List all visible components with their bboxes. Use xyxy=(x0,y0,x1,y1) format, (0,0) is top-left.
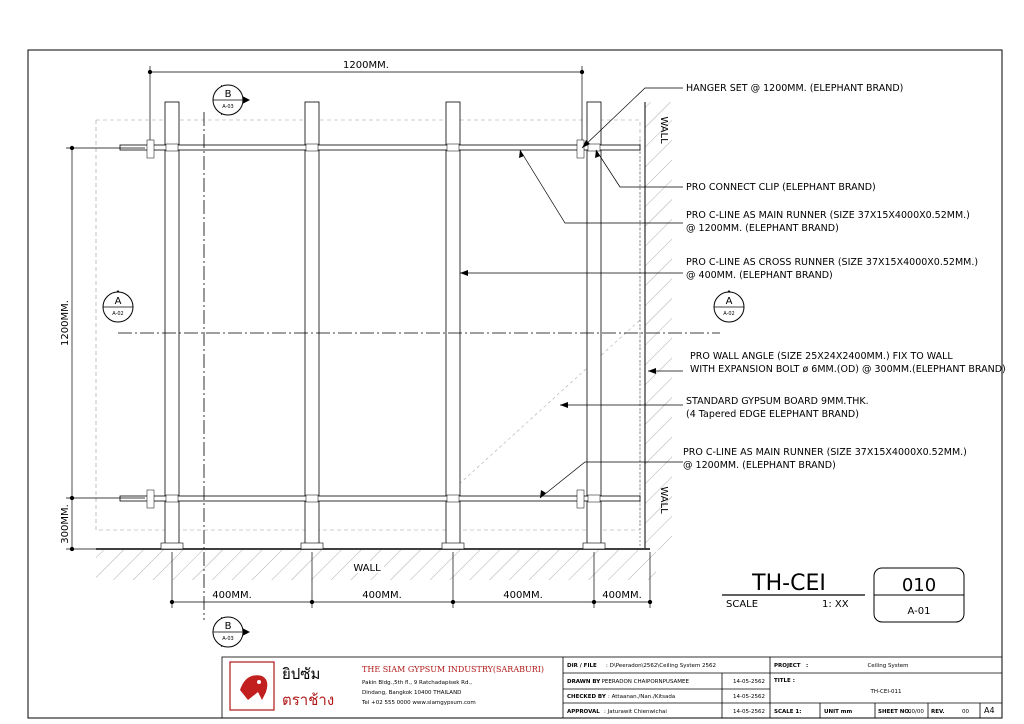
callout-main-runner-2b: @ 1200MM. (ELEPHANT BRAND) xyxy=(683,460,836,471)
drawing-number: 010 xyxy=(901,575,937,596)
section-mark-a-left xyxy=(103,290,133,322)
dim-bottom-label-4: 400MM. xyxy=(602,590,642,601)
sheet-value: 00/00 xyxy=(908,709,924,715)
mark-letter: B xyxy=(224,89,232,100)
dim-bottom-label-2: 400MM. xyxy=(362,590,402,601)
callout-wall-angle-b: WITH EXPANSION BOLT ø 6MM.(OD) @ 300MM.(ELEPHANT BRAND) xyxy=(690,364,1006,375)
mark-letter: A xyxy=(725,296,733,307)
dim-top-label: 1200MM. xyxy=(343,60,389,71)
callout-wall-angle: PRO WALL ANGLE (SIZE 25X24X2400MM.) FIX TO WALL xyxy=(690,351,953,362)
callout-hanger: HANGER SET @ 1200MM. (ELEPHANT BRAND) xyxy=(686,83,904,94)
hanger-sets xyxy=(147,140,584,508)
section-mark-b-bottom xyxy=(213,617,250,647)
project-label: PROJECT xyxy=(774,663,801,669)
cross-runners xyxy=(165,102,601,548)
company-logo xyxy=(230,662,274,710)
checked-value: : Attaanan./Nan./Kitsada xyxy=(608,694,676,700)
drawn-label: DRAWN BY xyxy=(567,679,601,685)
drawing-title-block xyxy=(722,568,964,622)
cross-runner xyxy=(446,102,460,548)
leader-arrows xyxy=(460,140,656,498)
approval-value: : Jaturawit Chienwichai xyxy=(604,709,667,715)
section-mark-b-top xyxy=(213,85,250,115)
callout-main-runner-2: PRO C-LINE AS MAIN RUNNER (SIZE 37X15X4000X0.52MM.) xyxy=(683,447,967,458)
mark-ref: A-03 xyxy=(222,104,234,110)
main-runner xyxy=(120,496,640,501)
rev-value: 00 xyxy=(962,709,969,715)
project-value: Ceiling System xyxy=(867,663,909,669)
unit-label: UNIT mm xyxy=(824,709,853,715)
approval-date: 14-05-2562 xyxy=(733,709,765,715)
cross-runner xyxy=(165,102,179,548)
company-address-2: Dindang, Bangkok 10400 THAILAND xyxy=(362,690,462,696)
dim-left-bottom-label: 300MM. xyxy=(60,504,71,544)
dim-bottom-label-3: 400MM. xyxy=(503,590,543,601)
dimension-left xyxy=(66,146,145,551)
company-contact: Tel +02 555 0000 www.siamgypsum.com xyxy=(362,700,476,706)
scale-value: 1: XX xyxy=(822,599,849,610)
dim-left-label: 1200MM. xyxy=(60,300,71,346)
mark-ref: A-03 xyxy=(222,636,234,642)
paper-size: A4 xyxy=(984,706,995,715)
cross-runner xyxy=(305,102,319,548)
callout-clip: PRO CONNECT CLIP (ELEPHANT BRAND) xyxy=(686,182,876,193)
callout-main-runner-1b: @ 1200MM. (ELEPHANT BRAND) xyxy=(686,223,839,234)
runner-feet xyxy=(161,543,605,549)
sheet-label: SHEET NO. xyxy=(878,709,911,715)
drawn-date: 14-05-2562 xyxy=(733,679,765,685)
board-diagonal xyxy=(446,320,640,496)
scale-label: SCALE xyxy=(726,599,759,610)
callout-cross-runner-b: @ 400MM. (ELEPHANT BRAND) xyxy=(686,270,833,281)
wall-right-hatch xyxy=(645,102,672,550)
title-label: TITLE : xyxy=(774,678,795,684)
checked-date: 14-05-2562 xyxy=(733,694,765,700)
callout-board: STANDARD GYPSUM BOARD 9MM.THK. xyxy=(686,396,869,407)
main-runners xyxy=(120,145,640,501)
main-runner xyxy=(120,145,640,150)
wall-label-right-top: WALL xyxy=(658,116,669,144)
scale-info-label: SCALE 1: xyxy=(774,709,802,715)
section-mark-a-right xyxy=(714,290,744,322)
title-value: TH-CEI-011 xyxy=(870,689,902,695)
sheet-ref: A-01 xyxy=(907,606,931,617)
company-address-1: Pakin Bldg.,5th fl., 9 Ratchadapisek Rd., xyxy=(362,680,472,686)
mark-letter: A xyxy=(114,296,122,307)
mark-ref: A-02 xyxy=(723,311,735,317)
dir-label: DIR / FILE xyxy=(567,663,597,669)
connect-clips xyxy=(166,144,600,502)
drawing-code: TH-CEI xyxy=(752,571,826,596)
wall-label-bottom: WALL xyxy=(353,563,381,574)
company-name: THE SIAM GYPSUM INDUSTRY(SARABURI) xyxy=(362,665,545,674)
company-thai-bottom: ตราช้าง xyxy=(282,691,335,709)
mark-letter: B xyxy=(224,621,232,632)
checked-label: CHECKED BY xyxy=(567,694,606,700)
rev-label: REV. xyxy=(931,709,945,715)
cross-runner xyxy=(587,102,601,548)
mark-ref: A-02 xyxy=(112,311,124,317)
callout-main-runner-1: PRO C-LINE AS MAIN RUNNER (SIZE 37X15X4000X0.52MM.) xyxy=(686,210,970,221)
company-thai-top: ยิปซัม xyxy=(282,665,321,683)
drawn-value: : PEERADON CHAIPORNPUSAMEE xyxy=(598,679,689,685)
project-colon: : xyxy=(806,663,809,669)
dim-bottom-label-1: 400MM. xyxy=(212,590,252,601)
callout-board-b: (4 Tapered EDGE ELEPHANT BRAND) xyxy=(686,409,859,420)
wall-label-right-bottom: WALL xyxy=(658,486,669,514)
approval-label: APPROVAL xyxy=(567,709,600,715)
callout-cross-runner: PRO C-LINE AS CROSS RUNNER (SIZE 37X15X4000X0.52MM.) xyxy=(686,257,979,268)
dir-value: : D\Peeradon\2562\Ceiling System 2562 xyxy=(606,663,717,669)
